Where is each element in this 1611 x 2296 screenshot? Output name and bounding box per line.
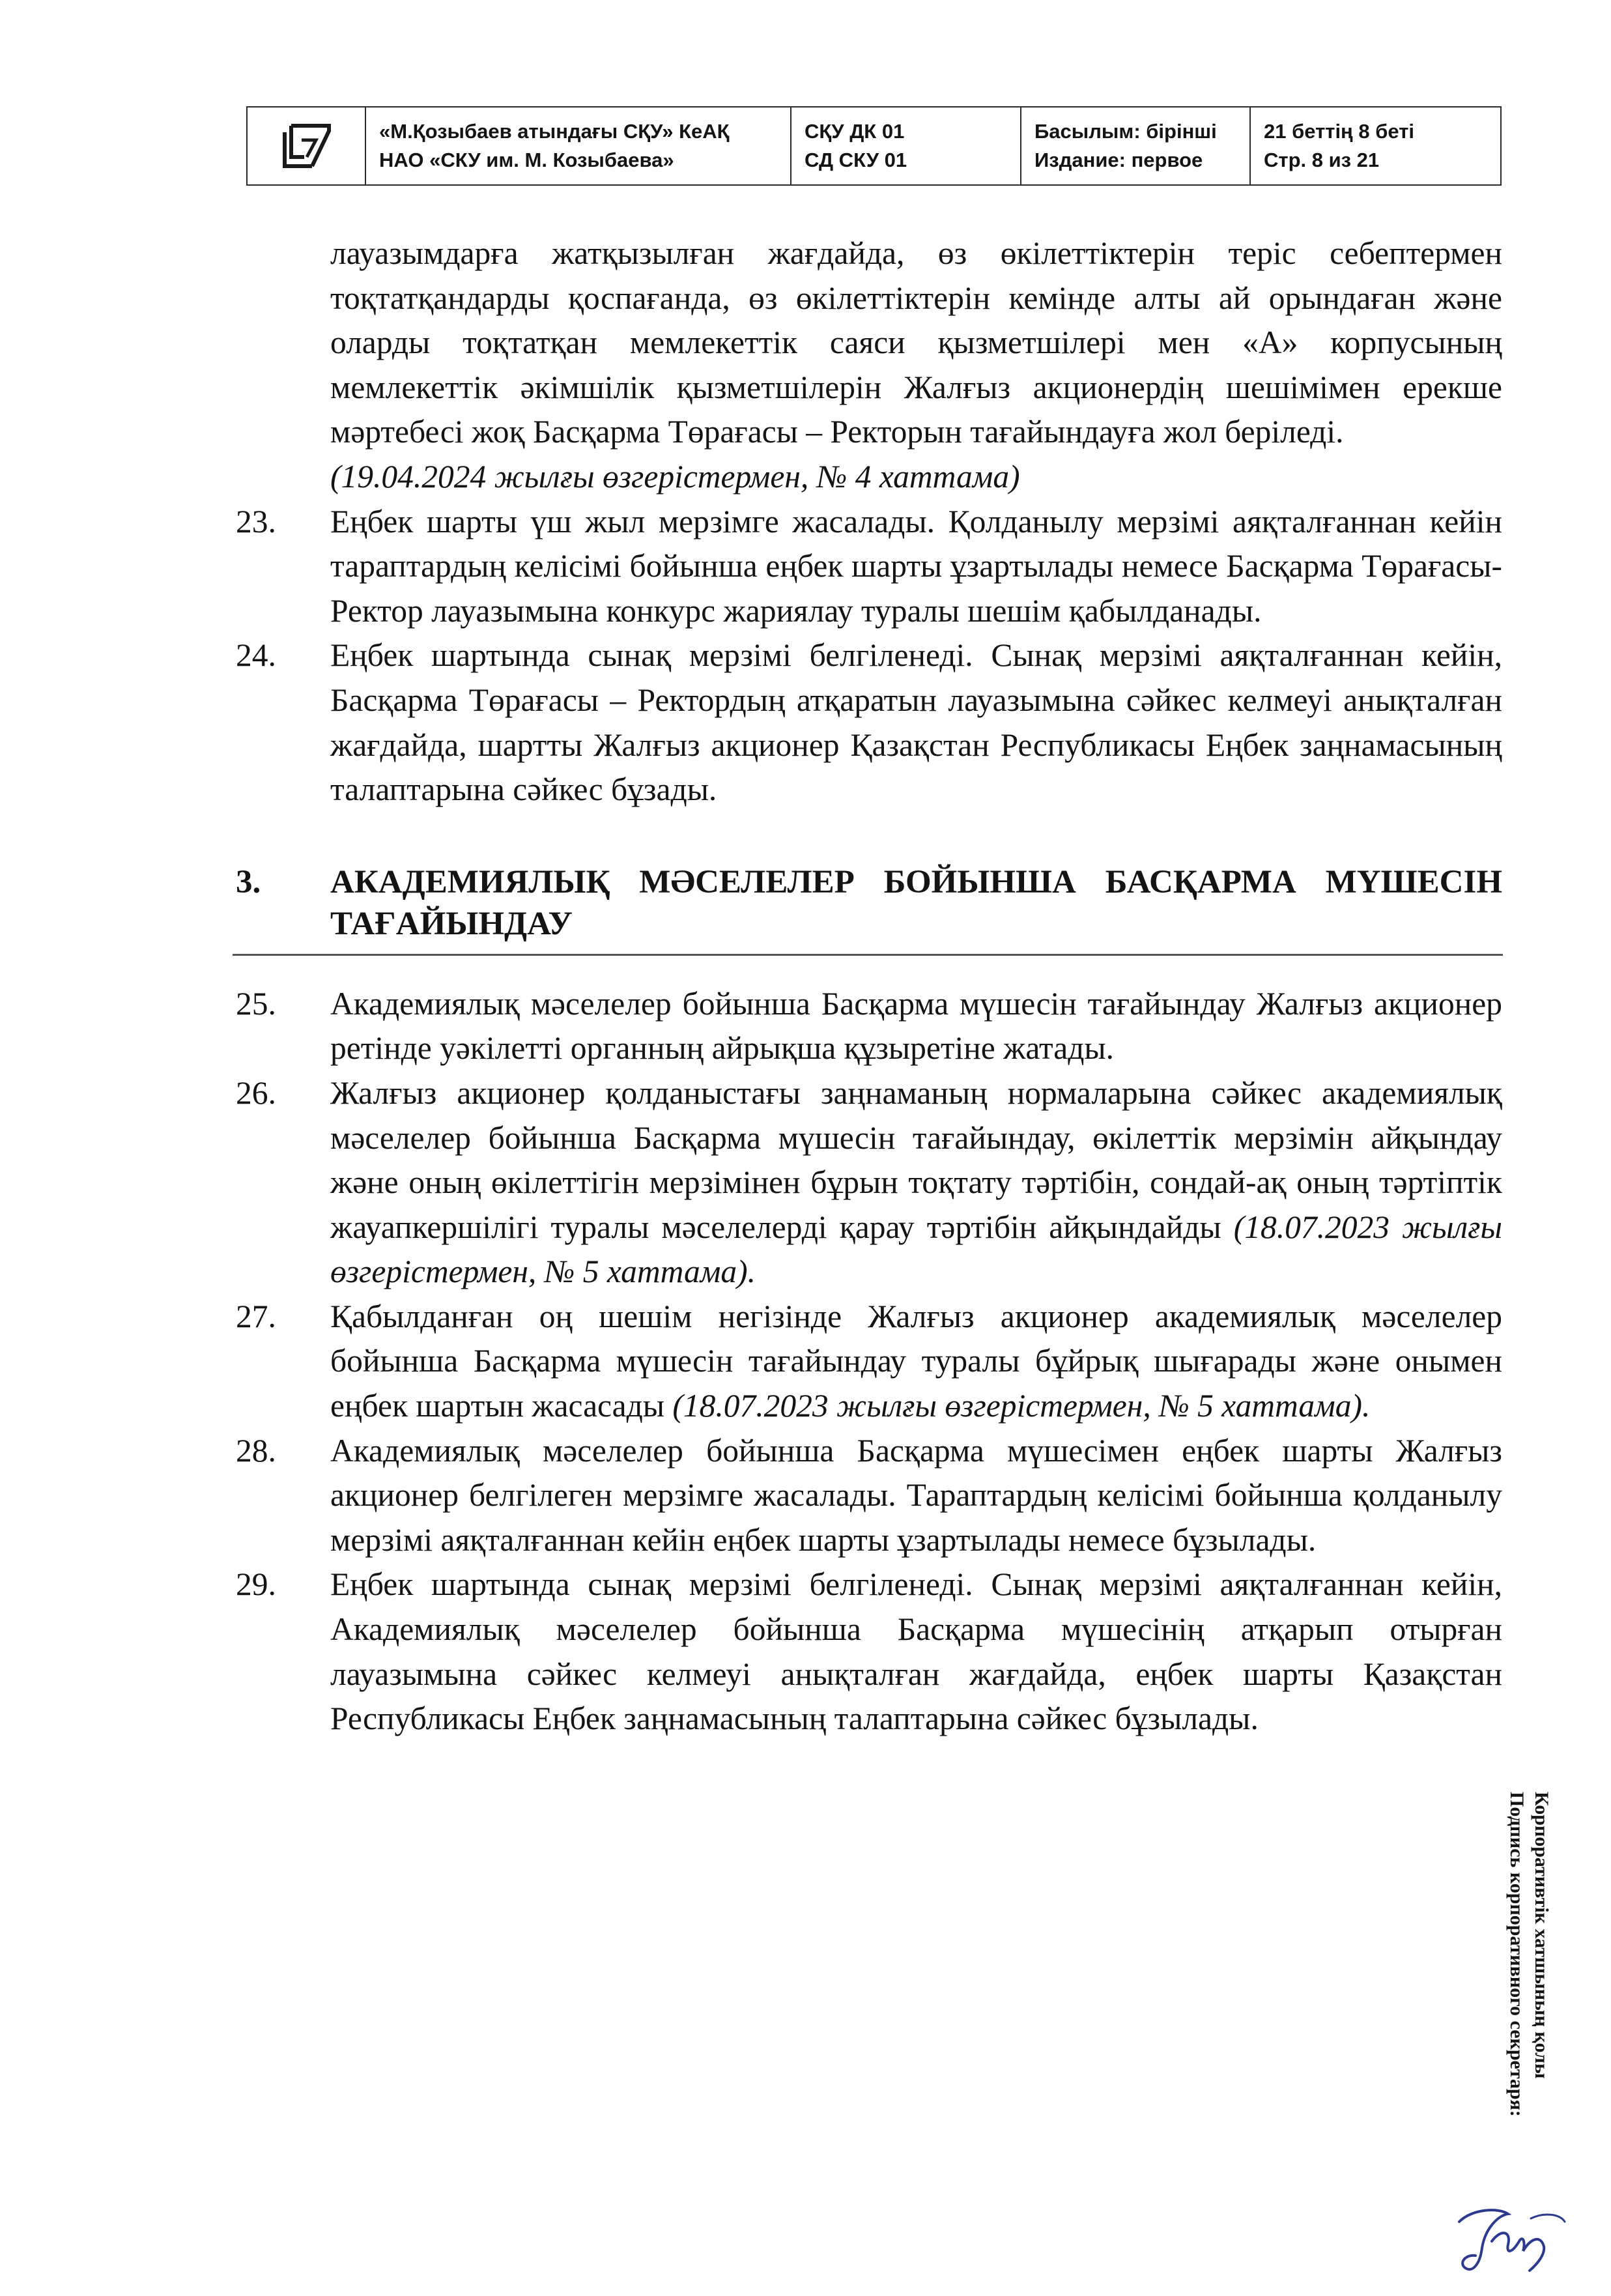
document-code-ru: СД СКУ 01 — [805, 149, 907, 171]
clause-28 — [236, 1429, 1502, 1563]
amendment-note: (18.07.2023 жылғы өзгерістермен, № 5 хаттама). — [672, 1388, 1371, 1424]
clause-body: Академиялық мәселелер бойынша Басқарма мүшесін тағайындау Жалғыз акционер ретінде уәкілетті органның айрықша құзыретіне жатады. — [330, 985, 1502, 1067]
clause-number: 23. — [236, 503, 276, 539]
org-name-kz: «М.Қозыбаев атындағы СҚУ» КеАҚ — [379, 120, 730, 143]
clause-text — [330, 1071, 1502, 1295]
document-code-kz: СҚУ ДК 01 — [805, 120, 905, 143]
section-heading — [236, 861, 1502, 945]
clause-24 — [236, 633, 1502, 812]
org-name-cell — [366, 108, 791, 184]
clause-number: 29. — [236, 1566, 276, 1603]
amendment-note: (18.07.2023 жылғы өзгерістермен, № 5 хаттама). — [330, 1209, 1502, 1290]
clause-body: Жалғыз акционер қолданыстағы заңнаманың нормаларына сәйкес академиялық мәселелер бойынша Басқарма мүшесін тағайындау, өкілеттік мерзімін айқындау және оның өкілеттігін мерзімінен бұрын тоқтату тәртібін, сондай-ақ оның тәртіптік жауапкершілігі туралы мәселелерді қарау тәртібін айқындайды — [330, 1074, 1502, 1245]
clause-26 — [236, 1071, 1502, 1295]
clause-text: Еңбек шартында сынақ мерзімі белгіленеді. Сынақ мерзімі аяқталғаннан кейін, Басқарма Төрағасы – Ректордың атқаратын лауазымына сәйкес келмеуі анықталған жағдайда, шартты Жалғыз акционер Қазақстан Республикасы Еңбек заңнамасының талаптарына сәйкес бұзады. — [330, 637, 1502, 808]
clause-25 — [236, 982, 1502, 1071]
page-number-cell — [1251, 108, 1500, 184]
continuation-paragraph: лауазымдарға жатқызылған жағдайда, өз өкілеттіктерін теріс себептермен тоқтатқандарды қоспағанда, өз өкілеттіктерін кемінде алты ай орындаған және оларды тоқтатқан мемлекеттік саяси қызметшілері мен «А» корпусының мемлекеттік әкімшілік қызметшілерін Жалғыз акционердің шешімімен ерекше мәртебесі жоқ Басқарма Төрағасы – Ректорын тағайындауға жол беріледі. — [330, 235, 1502, 450]
caption-kz: Корпоративтік хатшының қолы — [1531, 1792, 1552, 2079]
clause-27 — [236, 1295, 1502, 1429]
document-body — [236, 231, 1502, 1742]
amendment-note: (19.04.2024 жылғы өзгерістермен, № 4 хаттама) — [330, 458, 1020, 495]
university-logo-icon — [278, 121, 334, 171]
clause-text — [330, 982, 1502, 1071]
section-number: 3. — [236, 863, 261, 900]
clause-text: Еңбек шарты үш жыл мерзімге жасалады. Қолданылу мерзімі аяқталғаннан кейін тараптардың келісімі бойынша еңбек шарты ұзартылады немесе Басқарма Төрағасы-Ректор лауазымына конкурс жариялау туралы шешім қабылданады. — [330, 503, 1502, 629]
caption-lines — [1504, 1792, 1554, 2117]
edition-ru: Издание: первое — [1034, 149, 1203, 171]
clause-number: 27. — [236, 1298, 276, 1334]
page-number-ru: Стр. 8 из 21 — [1264, 149, 1380, 171]
document-header — [246, 106, 1502, 186]
clause-text — [330, 1429, 1502, 1563]
org-name-ru: НАО «СКУ им. М. Козыбаева» — [379, 149, 674, 171]
clause-text — [330, 1562, 1502, 1741]
clause-number: 28. — [236, 1432, 276, 1469]
edition-kz: Басылым: бірінші — [1034, 120, 1217, 143]
clause-number: 26. — [236, 1074, 276, 1111]
page-number-kz: 21 беттің 8 беті — [1264, 120, 1415, 143]
clause-body: Академиялық мәселелер бойынша Басқарма мүшесімен еңбек шарты Жалғыз акционер белгілеген мерзімге жасалады. Тараптардың келісімі бойынша қолданылу мерзімі аяқталғаннан кейін еңбек шарты ұзартылады немесе бұзылады. — [330, 1432, 1502, 1558]
edition-cell — [1021, 108, 1251, 184]
university-logo — [248, 108, 366, 184]
document-code-cell — [791, 108, 1021, 184]
clause-number: 24. — [236, 637, 276, 674]
handwritten-signature — [1446, 2202, 1570, 2280]
clause-text — [330, 1295, 1502, 1429]
clause-number: 25. — [236, 985, 276, 1022]
clause-29 — [236, 1562, 1502, 1741]
section-divider — [233, 954, 1503, 956]
clause-23 — [236, 500, 1502, 634]
clause-body: Қабылданған оң шешім негізінде Жалғыз акционер академиялық мәселелер бойынша Басқарма мүшесін тағайындау туралы бұйрық шығарады және онымен еңбек шартын жасасады — [330, 1298, 1502, 1424]
section-title: АКАДЕМИЯЛЫҚ МӘСЕЛЕЛЕР БОЙЫНША БАСҚАРМА МҮШЕСІН ТАҒАЙЫНДАУ — [330, 863, 1502, 942]
clause-body: Еңбек шартында сынақ мерзімі белгіленеді. Сынақ мерзімі аяқталғаннан кейін, Академиялық мәселелер бойынша Басқарма мүшесінің атқарып отырған лауазымына сәйкес келмеуі анықталған жағдайда, еңбек шарты Қазақстан Республикасы Еңбек заңнамасының талаптарына сәйкес бұзылады. — [330, 1566, 1502, 1737]
secretary-signature-caption — [1495, 1792, 1611, 2189]
caption-ru: Подпись корпоративного секретаря: — [1506, 1792, 1528, 2117]
